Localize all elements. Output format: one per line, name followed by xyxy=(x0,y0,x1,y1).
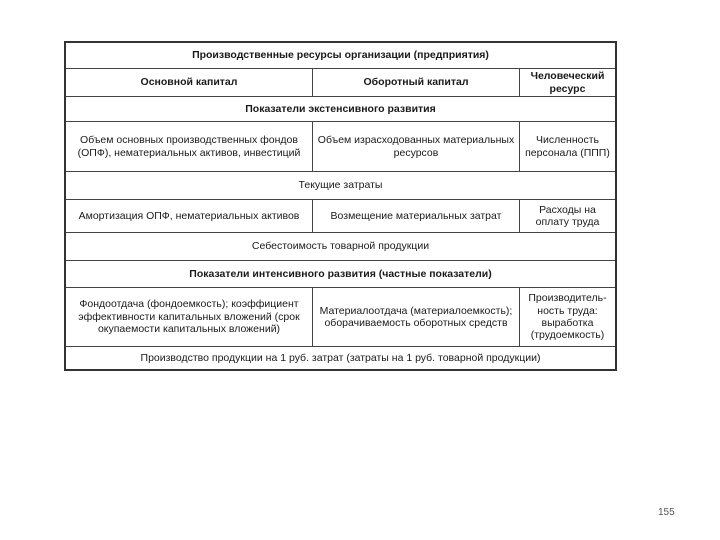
table-footer: Производство продукции на 1 руб. затрат (затраты на 1 руб. товарной продукции) xyxy=(140,351,541,364)
intensive-working: Материалоотдача (материалоемкость); оборачиваемость оборотных средств xyxy=(312,288,519,346)
table-title-row xyxy=(66,43,615,69)
cost-price: Себестоимость товарной продукции xyxy=(251,240,430,253)
footer-row xyxy=(66,347,615,369)
costs-fixed: Амортизация ОПФ, нематериальных активов xyxy=(78,209,300,222)
intensive-fixed: Фондоотдача (фондоемкость); коэффициент эффективности капитальных вложений (срок окупаемости капитальных вложений) xyxy=(78,298,300,336)
intensive-header-row xyxy=(66,261,615,288)
cost-price-row xyxy=(66,233,615,261)
extensive-working: Объем израсходованных материальных ресурсов xyxy=(312,122,519,171)
human-resource-heading: Человеческий ресурс xyxy=(519,69,615,96)
intensive-header: Показатели интенсивного развития (частные показатели) xyxy=(189,267,492,280)
costs-human: Расходы на оплату труда xyxy=(519,200,615,232)
extensive-header: Показатели экстенсивного развития xyxy=(245,102,436,115)
page-number: 155 xyxy=(658,507,675,518)
intensive-row xyxy=(66,288,615,347)
extensive-row xyxy=(66,122,615,172)
resources-row xyxy=(66,69,615,97)
resources-table xyxy=(64,41,617,371)
working-capital-heading: Оборотный капитал xyxy=(312,69,519,96)
fixed-capital-heading: Основной капитал xyxy=(140,76,238,89)
extensive-human: Численность персонала (ППП) xyxy=(519,122,615,171)
costs-working: Возмещение материальных затрат xyxy=(312,200,519,232)
current-costs-row xyxy=(66,172,615,200)
costs-row xyxy=(66,200,615,233)
extensive-fixed: Объем основных производственных фондов (ОПФ), нематериальных активов, инвестиций xyxy=(77,134,301,159)
current-costs: Текущие затраты xyxy=(298,179,383,192)
table-title: Производственные ресурсы организации (предприятия) xyxy=(192,49,489,62)
intensive-human: Производитель-ность труда: выработка (трудоемкость) xyxy=(519,288,615,346)
extensive-header-row xyxy=(66,97,615,122)
